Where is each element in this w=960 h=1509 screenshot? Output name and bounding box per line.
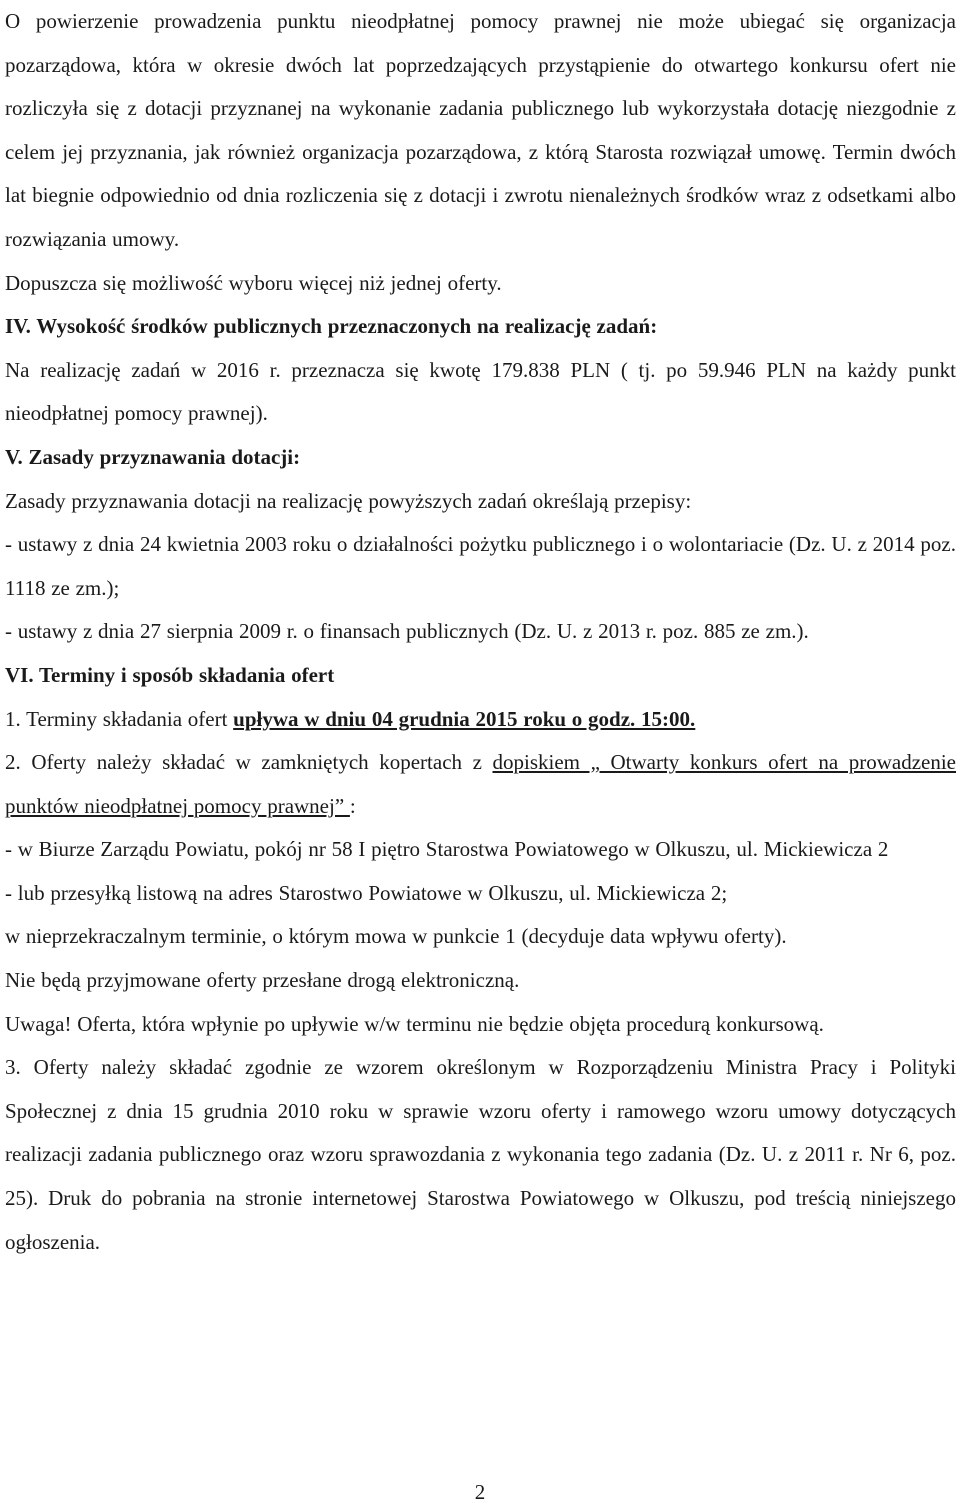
- section-vi-point-2-option-2: - lub przesyłką listową na adres Starostwo Powiatowe w Olkuszu, ul. Mickiewicza 2;: [5, 880, 728, 905]
- section-iv-heading: IV. Wysokość środków publicznych przeznaczonych na realizację zadań:: [5, 314, 658, 339]
- section-v-intro: Zasady przyznawania dotacji na realizację powyższych zadań określają przepisy:: [5, 488, 692, 513]
- point-1-prefix: 1. Terminy składania ofert: [5, 706, 234, 731]
- section-iv-text: Na realizację zadań w 2016 r. przeznacza się kwotę 179.838 PLN ( tj. po 59.946 PLN na każdy punkt nieodpłatnej pomocy prawnej).: [5, 357, 956, 426]
- section-vi-electronic-note: Nie będą przyjmowane oferty przesłane drogą elektroniczną.: [5, 968, 520, 993]
- section-vi-point-2-option-1: - w Biurze Zarządu Powiatu, pokój nr 58 I piętro Starostwa Powiatowego w Olkuszu, ul. Mickiewicza 2: [5, 837, 889, 862]
- section-vi-heading: VI. Terminy i sposób składania ofert: [5, 662, 335, 687]
- document-page: [5, 0, 956, 1264]
- section-v-law-item-1: - ustawy z dnia 24 kwietnia 2003 roku o działalności pożytku publicznego i o wolontariacie (Dz. U. z 2014 poz. 1118 ze zm.);: [5, 532, 956, 600]
- point-2-prefix: 2. Oferty należy składać w zamkniętych kopertach z: [5, 750, 493, 775]
- point-2-suffix: :: [349, 793, 356, 818]
- section-vi-deadline-note: w nieprzekraczalnym terminie, o którym mowa w punkcie 1 (decyduje data wpływu oferty).: [5, 924, 787, 949]
- section-v-law-item-2: - ustawy z dnia 27 sierpnia 2009 r. o finansach publicznych (Dz. U. z 2013 r. poz. 885 ze zm.).: [5, 619, 809, 644]
- point-1-deadline: upływa w dniu 04 grudnia 2015 roku o godz. 15:00.: [233, 706, 696, 731]
- point-2-envelope-label: dopiskiem „ Otwarty konkurs ofert na prowadzenie punktów nieodpłatnej pomocy prawnej”: [5, 750, 956, 818]
- section-vi-point-3: 3. Oferty należy składać zgodnie ze wzorem określonym w Rozporządzeniu Ministra Pracy i Polityki Społecznej z dnia 15 grudnia 2010 roku w sprawie wzoru oferty i ramowego wzoru umowy dotyczących realizacji zadania publicznego oraz wzoru sprawozdania z wykonania tego zadania (Dz. U. z 2011 r. Nr 6, poz. 25). Druk do pobrania na stronie internetowej Starostwa Powiatowego w Olkuszu, pod treścią niniejszego ogłoszenia.: [5, 1055, 956, 1254]
- intro-paragraph-multiple-offers: Dopuszcza się możliwość wyboru więcej niż jednej oferty.: [5, 270, 502, 295]
- section-v-heading: V. Zasady przyznawania dotacji:: [5, 444, 301, 469]
- section-vi-warning: Uwaga! Oferta, która wpłynie po upływie w/w terminu nie będzie objęta procedurą konkursową.: [5, 1011, 824, 1036]
- intro-paragraph-eligibility: O powierzenie prowadzenia punktu nieodpłatnej pomocy prawnej nie może ubiegać się organizacja pozarządowa, która w okresie dwóch lat poprzedzających przystąpienie do otwartego konkursu ofert nie rozliczyła się z dotacji przyznanej na wykonanie zadania publicznego lub wykorzystała dotację niezgodnie z celem jej przyznania, jak również organizacja pozarządowa, z którą Starosta rozwiązał umowę. Termin dwóch lat biegnie odpowiednio od dnia rozliczenia się z dotacji i zwrotu nienależnych środków wraz z odsetkami albo rozwiązania umowy.: [5, 9, 956, 251]
- page-number: 2: [474, 1480, 486, 1504]
- section-vi-point-2: [5, 741, 956, 828]
- section-vi-point-1: [5, 698, 956, 742]
